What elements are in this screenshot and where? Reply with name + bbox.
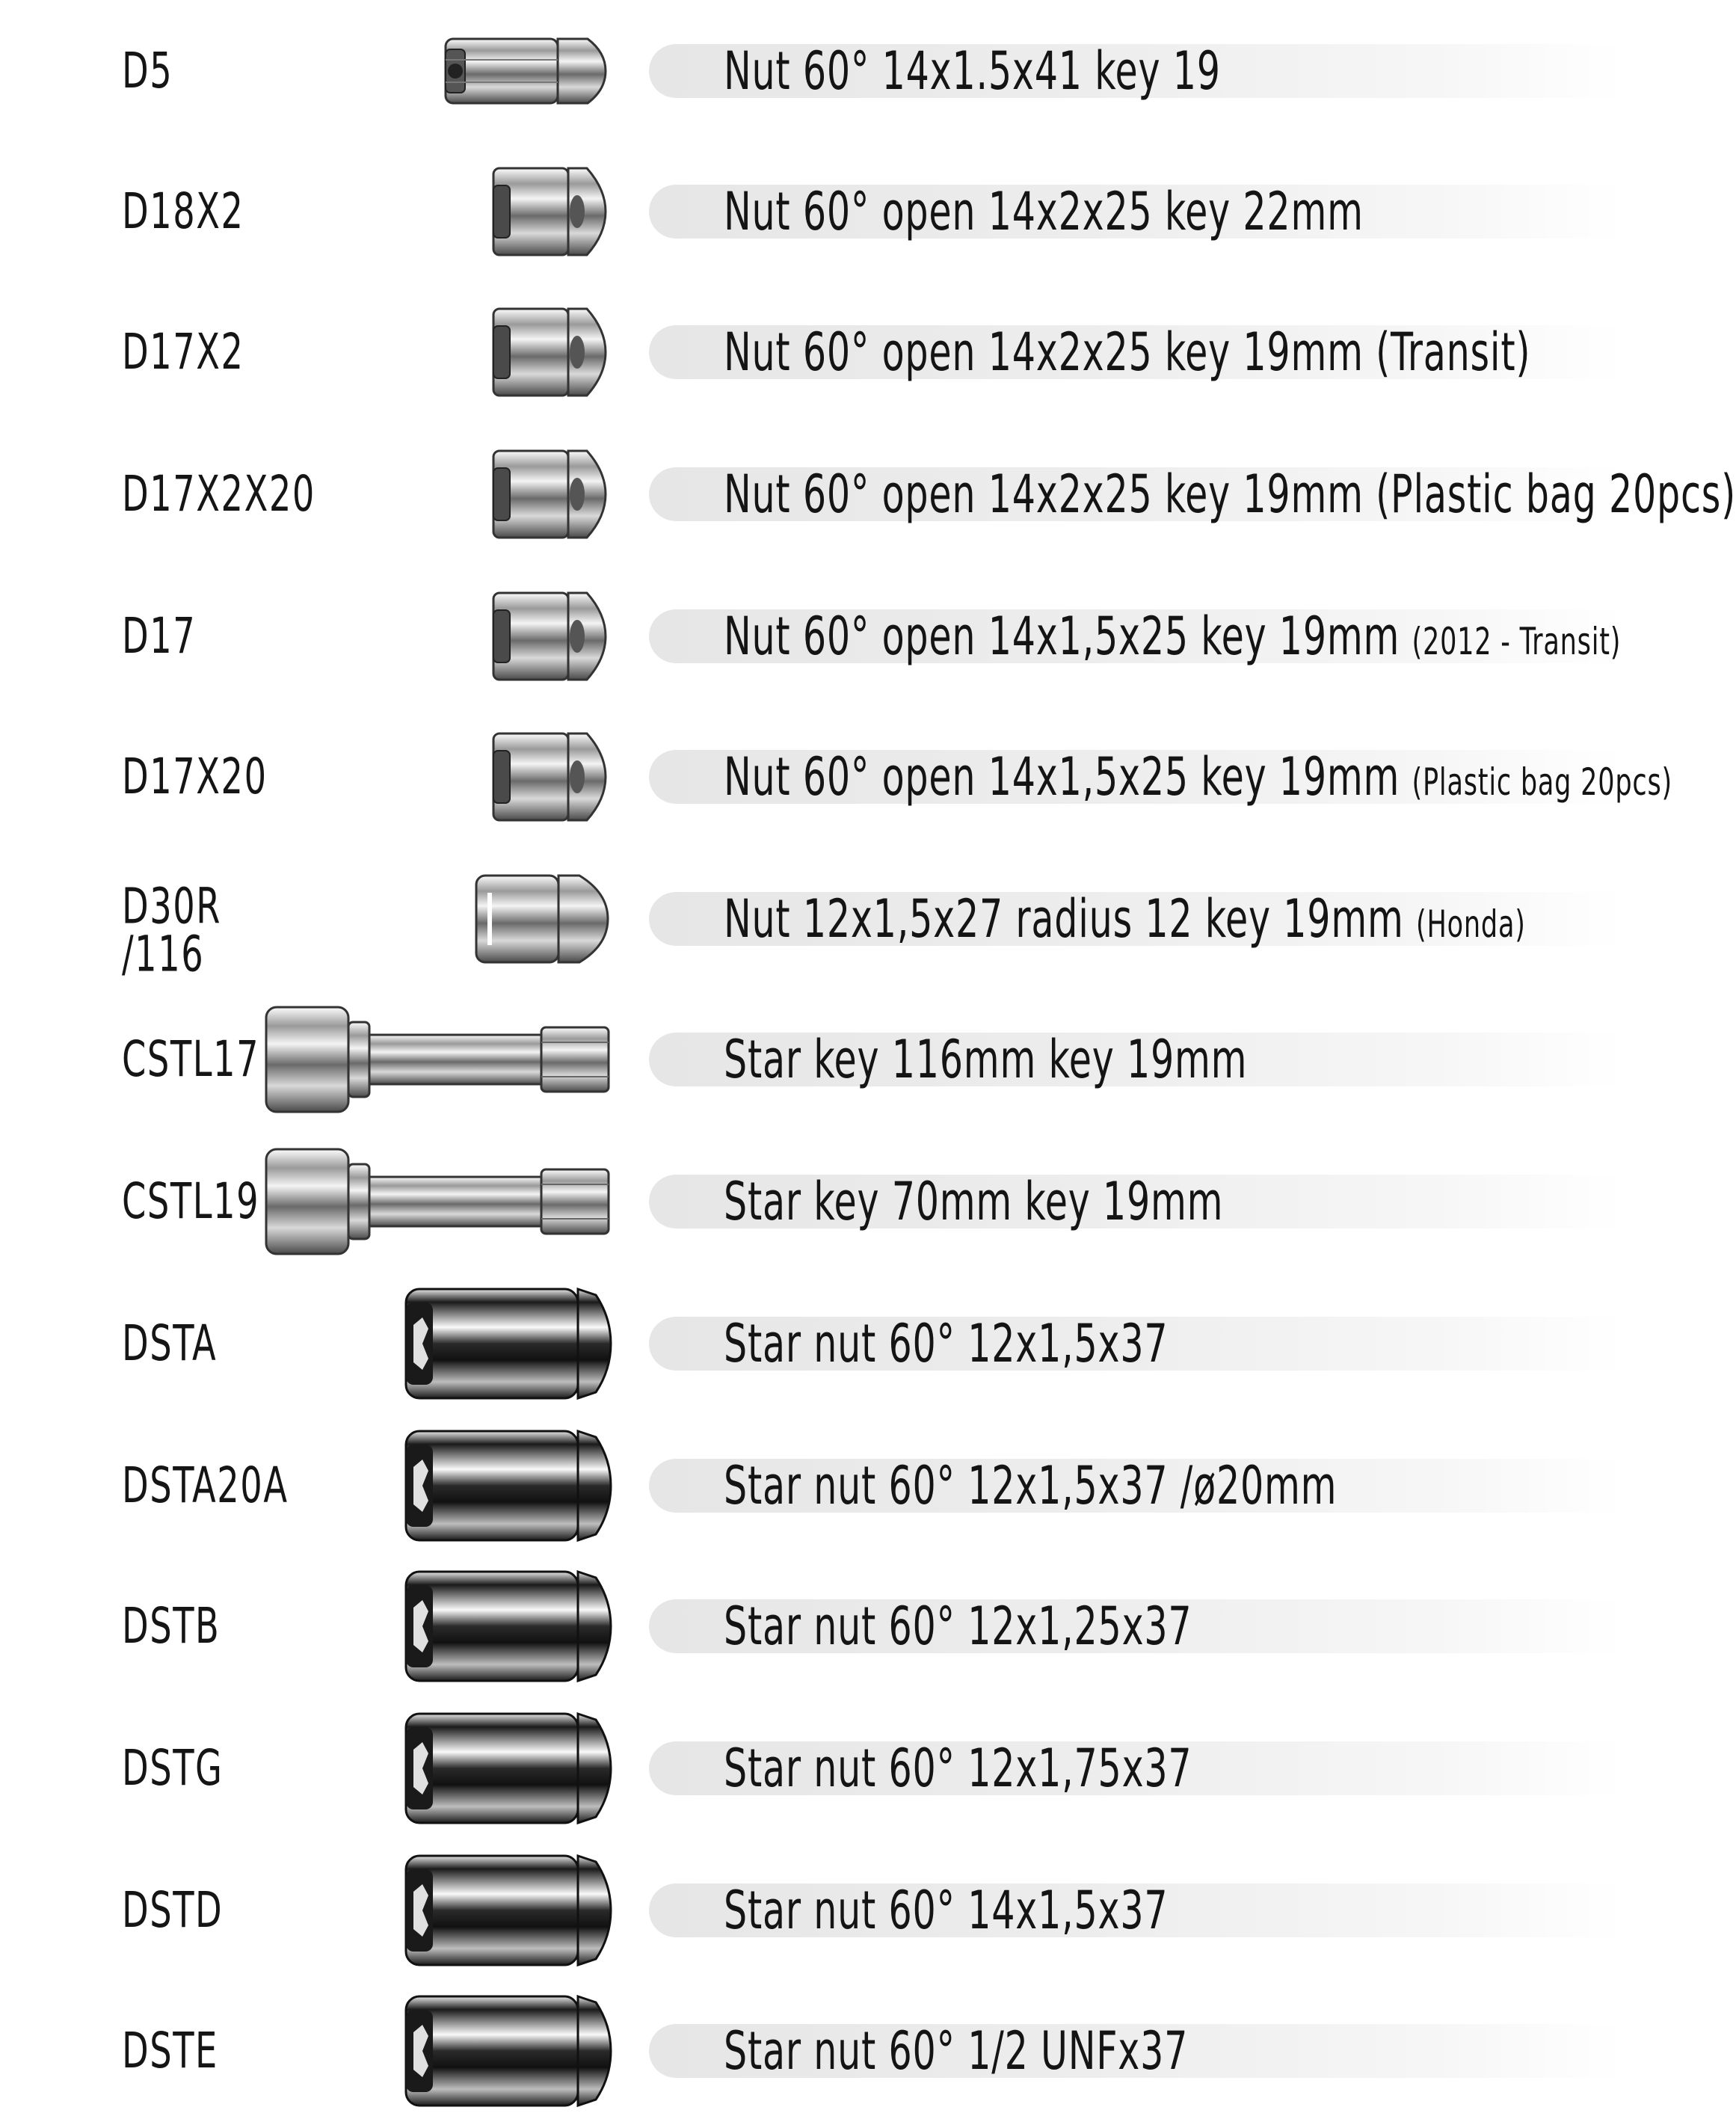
product-code: D30R /116: [122, 877, 222, 983]
product-row: [0, 1131, 1625, 1273]
product-row: [0, 1839, 1625, 1981]
product-code: D17X2X20: [122, 465, 316, 523]
product-row: [0, 1415, 1625, 1557]
product-description: Nut 12x1,5x27 radius 12 key 19mm (Honda): [724, 888, 1526, 950]
star-nut-icon: [400, 1273, 617, 1415]
product-row: [0, 281, 1625, 423]
radius-nut-icon: [467, 848, 613, 990]
product-code: CSTL19: [122, 1172, 260, 1230]
product-description: Nut 60° open 14x2x25 key 22mm: [724, 181, 1364, 242]
product-row: [0, 706, 1673, 848]
star-nut-icon: [400, 1555, 617, 1697]
product-description: Star nut 60° 12x1,75x37: [724, 1738, 1192, 1799]
long-nut-icon: [441, 0, 613, 142]
open-nut-icon: [486, 565, 613, 707]
product-description: Star nut 60° 1/2 UNFx37: [724, 2020, 1189, 2082]
product-description: Star key 116mm key 19mm: [724, 1029, 1248, 1090]
product-code: D17X2: [122, 323, 244, 381]
product-code: DSTD: [122, 1881, 224, 1939]
product-code: D5: [122, 42, 173, 99]
product-description: Nut 60° 14x1.5x41 key 19: [724, 40, 1221, 102]
product-description: Nut 60° open 14x2x25 key 19mm (Transit): [724, 322, 1531, 383]
star-nut-icon: [400, 1980, 617, 2122]
product-description: Nut 60° open 14x1,5x25 key 19mm (Plastic bag 20pcs): [724, 746, 1673, 808]
product-row: [0, 848, 1625, 990]
product-row: [0, 988, 1625, 1131]
product-description: Star nut 60° 12x1,5x37 /ø20mm: [724, 1455, 1338, 1516]
product-description: Star nut 60° 12x1,25x37: [724, 1596, 1192, 1657]
product-description: Star nut 60° 14x1,5x37: [724, 1880, 1169, 1941]
product-code: DSTG: [122, 1739, 224, 1797]
product-row: [0, 1980, 1625, 2122]
product-row: [0, 141, 1625, 283]
star-nut-icon: [400, 1839, 617, 1981]
star-key-long-icon: [260, 988, 615, 1131]
open-nut-icon: [486, 141, 613, 283]
product-description: Nut 60° open 14x1,5x25 key 19mm (2012 - Transit): [724, 606, 1622, 667]
product-description: Nut 60° open 14x2x25 key 19mm (Plastic bag 20pcs): [724, 464, 1736, 525]
product-code: DSTB: [122, 1597, 221, 1655]
product-code: D18X2: [122, 182, 244, 240]
product-code: CSTL17: [122, 1030, 260, 1088]
product-code: DSTE: [122, 2022, 218, 2079]
product-description: Star key 70mm key 19mm: [724, 1171, 1224, 1232]
product-row: [0, 1555, 1625, 1697]
open-nut-icon: [486, 281, 613, 423]
product-code: D17X20: [122, 748, 268, 805]
star-nut-icon: [400, 1697, 617, 1839]
open-nut-icon: [486, 423, 613, 565]
open-nut-icon: [486, 706, 613, 848]
product-row: [0, 1697, 1625, 1839]
product-code: DSTA: [122, 1314, 218, 1372]
product-description: Star nut 60° 12x1,5x37: [724, 1313, 1169, 1374]
product-code: D17: [122, 607, 197, 665]
product-row: [0, 0, 1625, 142]
product-row: [0, 565, 1625, 707]
star-nut-icon: [400, 1415, 617, 1557]
star-key-short-icon: [260, 1131, 615, 1273]
product-row: [0, 423, 1736, 565]
product-row: [0, 1273, 1625, 1415]
product-code: DSTA20A: [122, 1457, 289, 1514]
